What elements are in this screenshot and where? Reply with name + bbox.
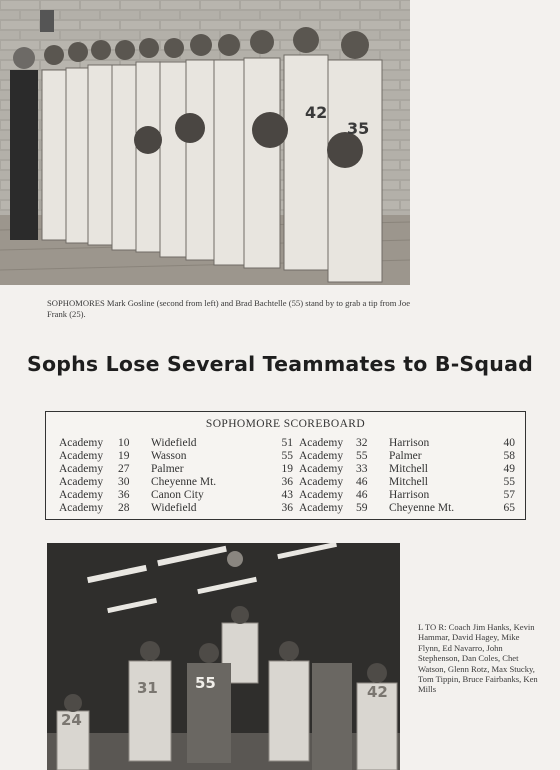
page-headline: Sophs Lose Several Teammates to B-Squad [27, 352, 533, 376]
team-name: Academy [299, 502, 344, 514]
opponent-score: 57 [503, 489, 515, 501]
opponent-name: Harrison [389, 489, 430, 501]
scoreboard-box [45, 411, 526, 520]
opponent-name: Canon City [151, 489, 204, 501]
opponent-score: 55 [503, 476, 515, 488]
opponent-name: Palmer [151, 463, 184, 475]
opponent-score: 58 [503, 450, 515, 462]
team-name: Academy [299, 489, 344, 501]
opponent-name: Palmer [389, 450, 422, 462]
opponent-name: Cheyenne Mt. [389, 502, 455, 514]
team-name: Academy [299, 437, 344, 449]
team-name: Academy [299, 476, 344, 488]
team-name: Academy [59, 489, 104, 501]
opponent-score: 36 [281, 476, 293, 488]
opponent-score: 43 [281, 489, 293, 501]
team-name: Academy [299, 463, 344, 475]
opponent-name: Mitchell [389, 463, 428, 475]
game-action-photo [47, 543, 400, 770]
team-score: 28 [118, 502, 130, 514]
team-score: 10 [118, 437, 130, 449]
jersey-number: 42 [305, 103, 328, 122]
opponent-name: Harrison [389, 437, 430, 449]
opponent-score: 55 [281, 450, 293, 462]
opponent-name: Widefield [151, 437, 197, 449]
opponent-score: 51 [281, 437, 293, 449]
opponent-score: 65 [503, 502, 515, 514]
opponent-score: 19 [281, 463, 293, 475]
opponent-name: Cheyenne Mt. [151, 476, 217, 488]
score-row [46, 502, 525, 515]
team-name: Academy [59, 463, 104, 475]
team-score: 46 [356, 489, 368, 501]
team-score: 33 [356, 463, 368, 475]
jersey-number: 55 [195, 674, 216, 692]
opponent-name: Mitchell [389, 476, 428, 488]
score-row [46, 463, 525, 476]
score-row [46, 476, 525, 489]
jersey-number: 24 [61, 711, 82, 729]
team-name: Academy [59, 437, 104, 449]
opponent-score: 49 [503, 463, 515, 475]
team-photo [0, 0, 410, 285]
opponent-score: 36 [281, 502, 293, 514]
team-score: 46 [356, 476, 368, 488]
team-name: Academy [59, 502, 104, 514]
team-score: 19 [118, 450, 130, 462]
team-score: 59 [356, 502, 368, 514]
team-score: 32 [356, 437, 368, 449]
team-name: Academy [59, 450, 104, 462]
score-row [46, 437, 525, 450]
jersey-number: 31 [137, 679, 158, 697]
opponent-score: 40 [503, 437, 515, 449]
jersey-number: 35 [347, 119, 370, 138]
team-score: 55 [356, 450, 368, 462]
team-score: 30 [118, 476, 130, 488]
team-name: Academy [59, 476, 104, 488]
photo-caption-right: L TO R: Coach Jim Hanks, Kevin Hammar, David Hagey, Mike Flynn, Ed Navarro, John Stephenson, Dan Coles, Chet Watson, Glenn Rotz, Max Stucky, Tom Tippin, Bruce Fairbanks, Ken Mills [418, 622, 538, 695]
team-score: 27 [118, 463, 130, 475]
jersey-number: 42 [367, 683, 388, 701]
score-row [46, 489, 525, 502]
photo-caption-top: SOPHOMORES Mark Gosline (second from left) and Brad Bachtelle (55) stand by to grab a tip from Joe Frank (25). [47, 298, 411, 319]
opponent-name: Widefield [151, 502, 197, 514]
team-name: Academy [299, 450, 344, 462]
team-score: 36 [118, 489, 130, 501]
score-row [46, 450, 525, 463]
scoreboard-title: SOPHOMORE SCOREBOARD [205, 418, 366, 430]
opponent-name: Wasson [151, 450, 187, 462]
